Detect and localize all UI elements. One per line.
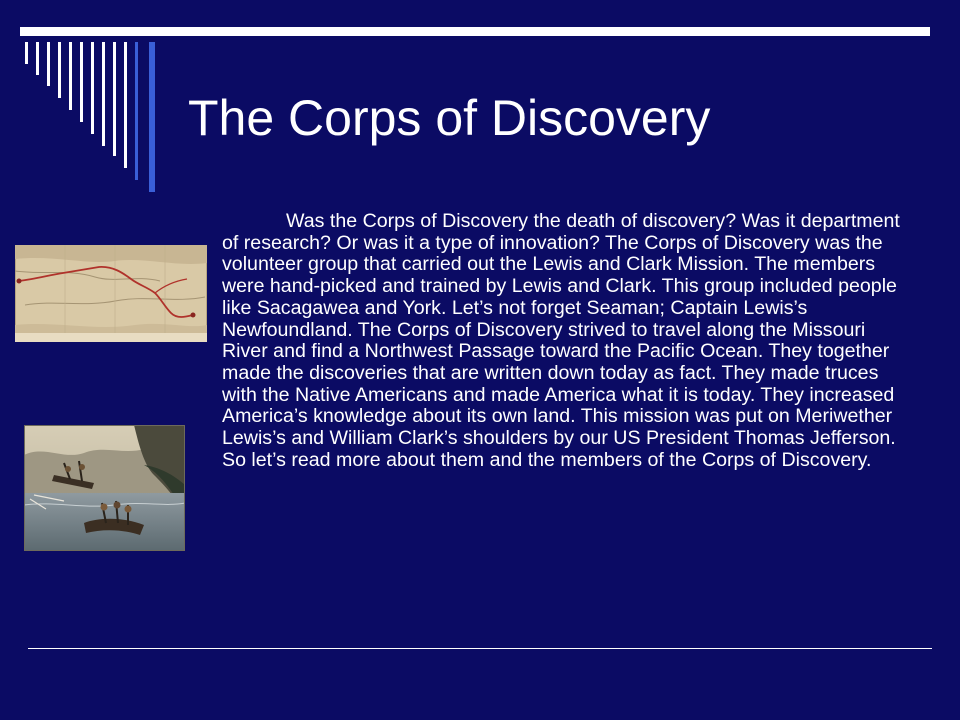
stripe: [25, 42, 28, 64]
bottom-rule: [28, 648, 932, 649]
stripe: [113, 42, 116, 156]
stripe: [58, 42, 61, 98]
stripe: [91, 42, 94, 134]
expedition-route-map: [15, 245, 207, 342]
stripe: [69, 42, 72, 110]
stripe: [124, 42, 127, 168]
decorative-stripes: [0, 0, 170, 200]
slide-title: The Corps of Discovery: [188, 90, 711, 146]
slide-body-text: Was the Corps of Discovery the death of discovery? Was it department of research? Or was it a type of innovation? The Corps of Discovery was the volunteer group that carried out the Lewis and Clark Mission. The members were hand-picked and trained by Lewis and Clark. This group included people like Sacagawea and York. Let’s not forget Seaman; Captain Lewis’s Newfoundland. The Corps of Discovery strived to travel along the Missouri River and find a Northwest Passage toward the Pacific Ocean. They together made the discoveries that are written down today as fact. They made truces with the Native Americans and made America what it is today. They increased America’s knowledge about its own land. This mission was put on Meriwether Lewis’s and William Clark’s shoulders by our US President Thomas Jefferson. So let’s read more about them and the members of the Corps of Discovery.: [222, 210, 900, 471]
boats-on-river-painting: [24, 425, 185, 551]
stripe: [102, 42, 105, 146]
stripe: [149, 42, 155, 192]
stripe: [36, 42, 39, 75]
stripe: [80, 42, 83, 122]
stripe: [135, 42, 138, 180]
stripe: [47, 42, 50, 86]
